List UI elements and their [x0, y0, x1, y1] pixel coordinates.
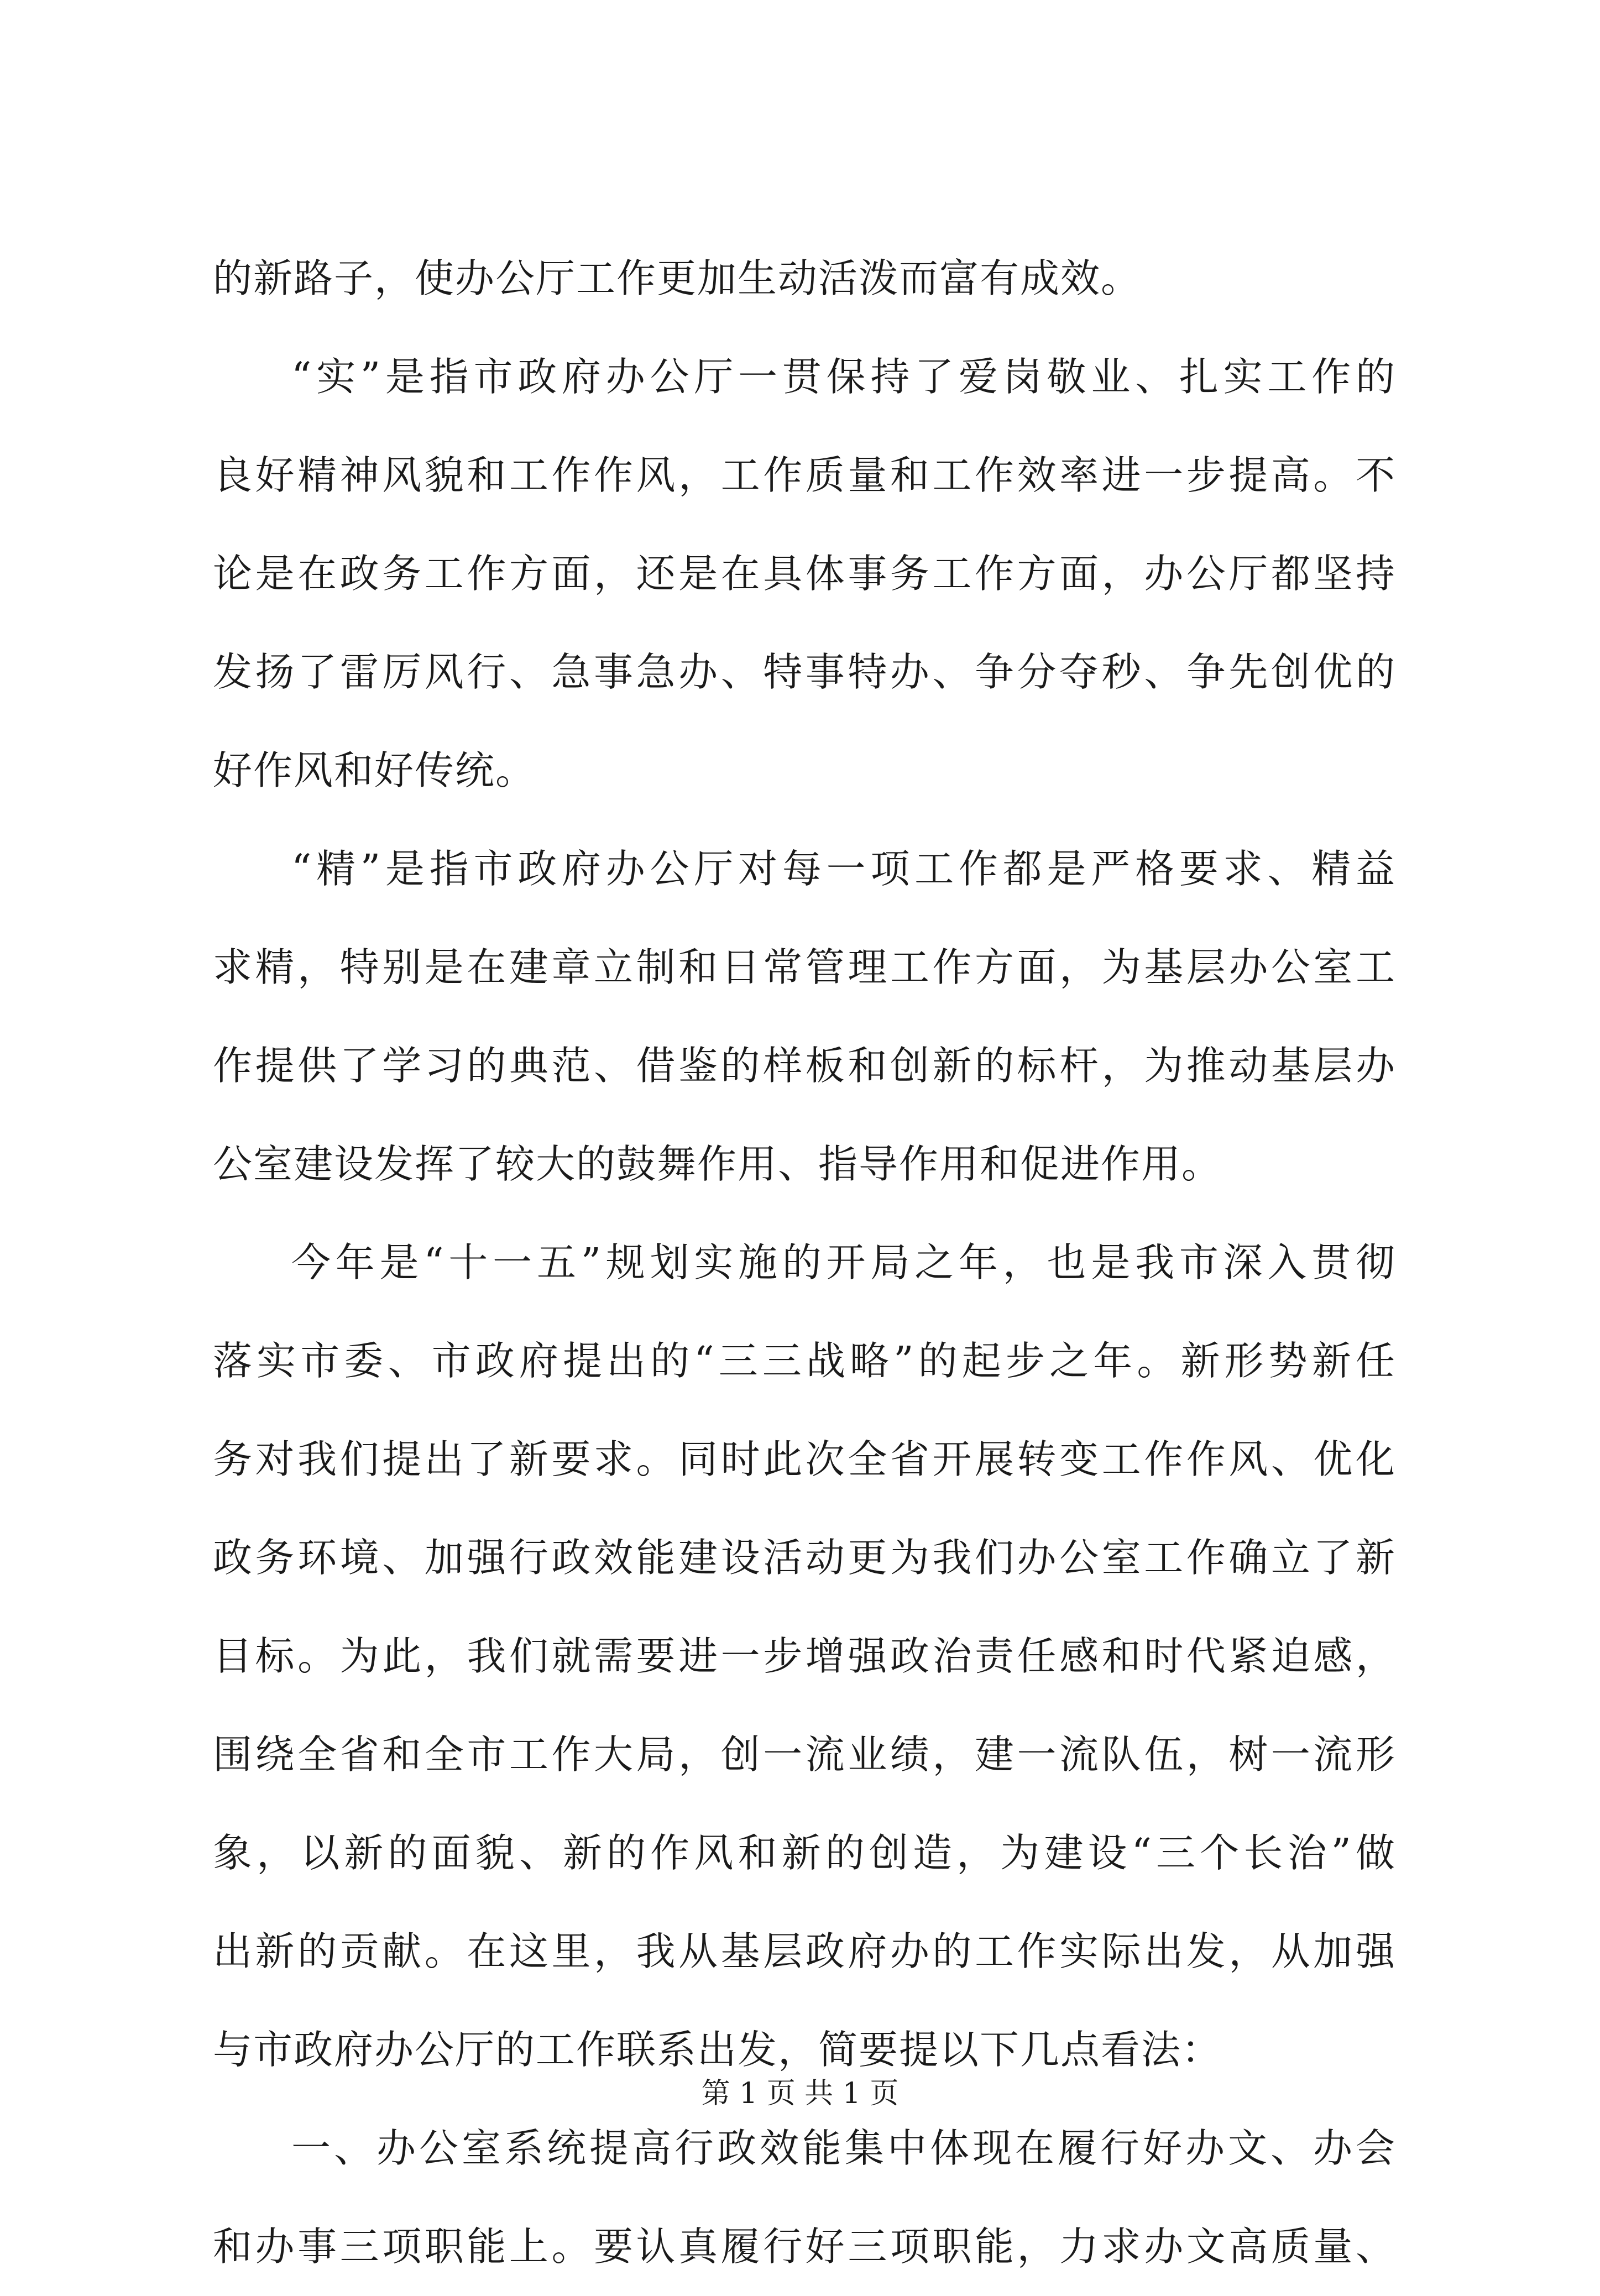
text-line: 论是在政务工作方面，还是在具体事务工作方面，办公厅都坚持	[213, 551, 1396, 597]
page-number-footer: 第 1 页 共 1 页	[701, 2077, 899, 2110]
text-line: 公室建设发挥了较大的鼓舞作用、指导作用和促进作用。	[213, 1141, 1222, 1187]
text-line: 作提供了学习的典范、借鉴的样板和创新的标杆，为推动基层办	[213, 1043, 1396, 1089]
text-line: 象，以新的面貌、新的作风和新的创造，为建设“三个长治”做	[213, 1830, 1396, 1876]
text-line: 求精，特别是在建章立制和日常管理工作方面，为基层办公室工	[213, 944, 1396, 990]
text-line: 和办事三项职能上。要认真履行好三项职能，力求办文高质量、	[213, 2224, 1396, 2269]
text-line: 与市政府办公厅的工作联系出发，简要提以下几点看法：	[213, 2027, 1222, 2073]
text-line: 落实市委、市政府提出的“三三战略”的起步之年。新形势新任	[213, 1338, 1396, 1384]
text-line: 围绕全省和全市工作大局，创一流业绩，建一流队伍，树一流形	[213, 1732, 1396, 1777]
text-line: 发扬了雷厉风行、急事急办、特事特办、争分夺秒、争先创优的	[213, 649, 1396, 695]
text-line: 目标。为此，我们就需要进一步增强政治责任感和时代紧迫感，	[213, 1633, 1396, 1679]
text-line: 务对我们提出了新要求。同时此次全省开展转变工作作风、优化	[213, 1436, 1396, 1482]
text-line: “实”是指市政府办公厅一贯保持了爱岗敬业、扎实工作的	[291, 354, 1396, 400]
text-line: 出新的贡献。在这里，我从基层政府办的工作实际出发，从加强	[213, 1928, 1396, 1974]
text-line: 一、办公室系统提高行政效能集中体现在履行好办文、办会	[291, 2125, 1396, 2171]
text-line: “精”是指市政府办公厅对每一项工作都是严格要求、精益	[291, 846, 1396, 892]
text-line: 政务环境、加强行政效能建设活动更为我们办公室工作确立了新	[213, 1535, 1396, 1581]
text-line: 的新路子，使办公厅工作更加生动活泼而富有成效。	[213, 255, 1142, 301]
text-line: 今年是“十一五”规划实施的开局之年，也是我市深入贯彻	[291, 1239, 1396, 1285]
text-line: 好作风和好传统。	[213, 747, 536, 793]
document-body	[213, 229, 1396, 2296]
text-line: 良好精神风貌和工作作风，工作质量和工作效率进一步提高。不	[213, 452, 1396, 498]
